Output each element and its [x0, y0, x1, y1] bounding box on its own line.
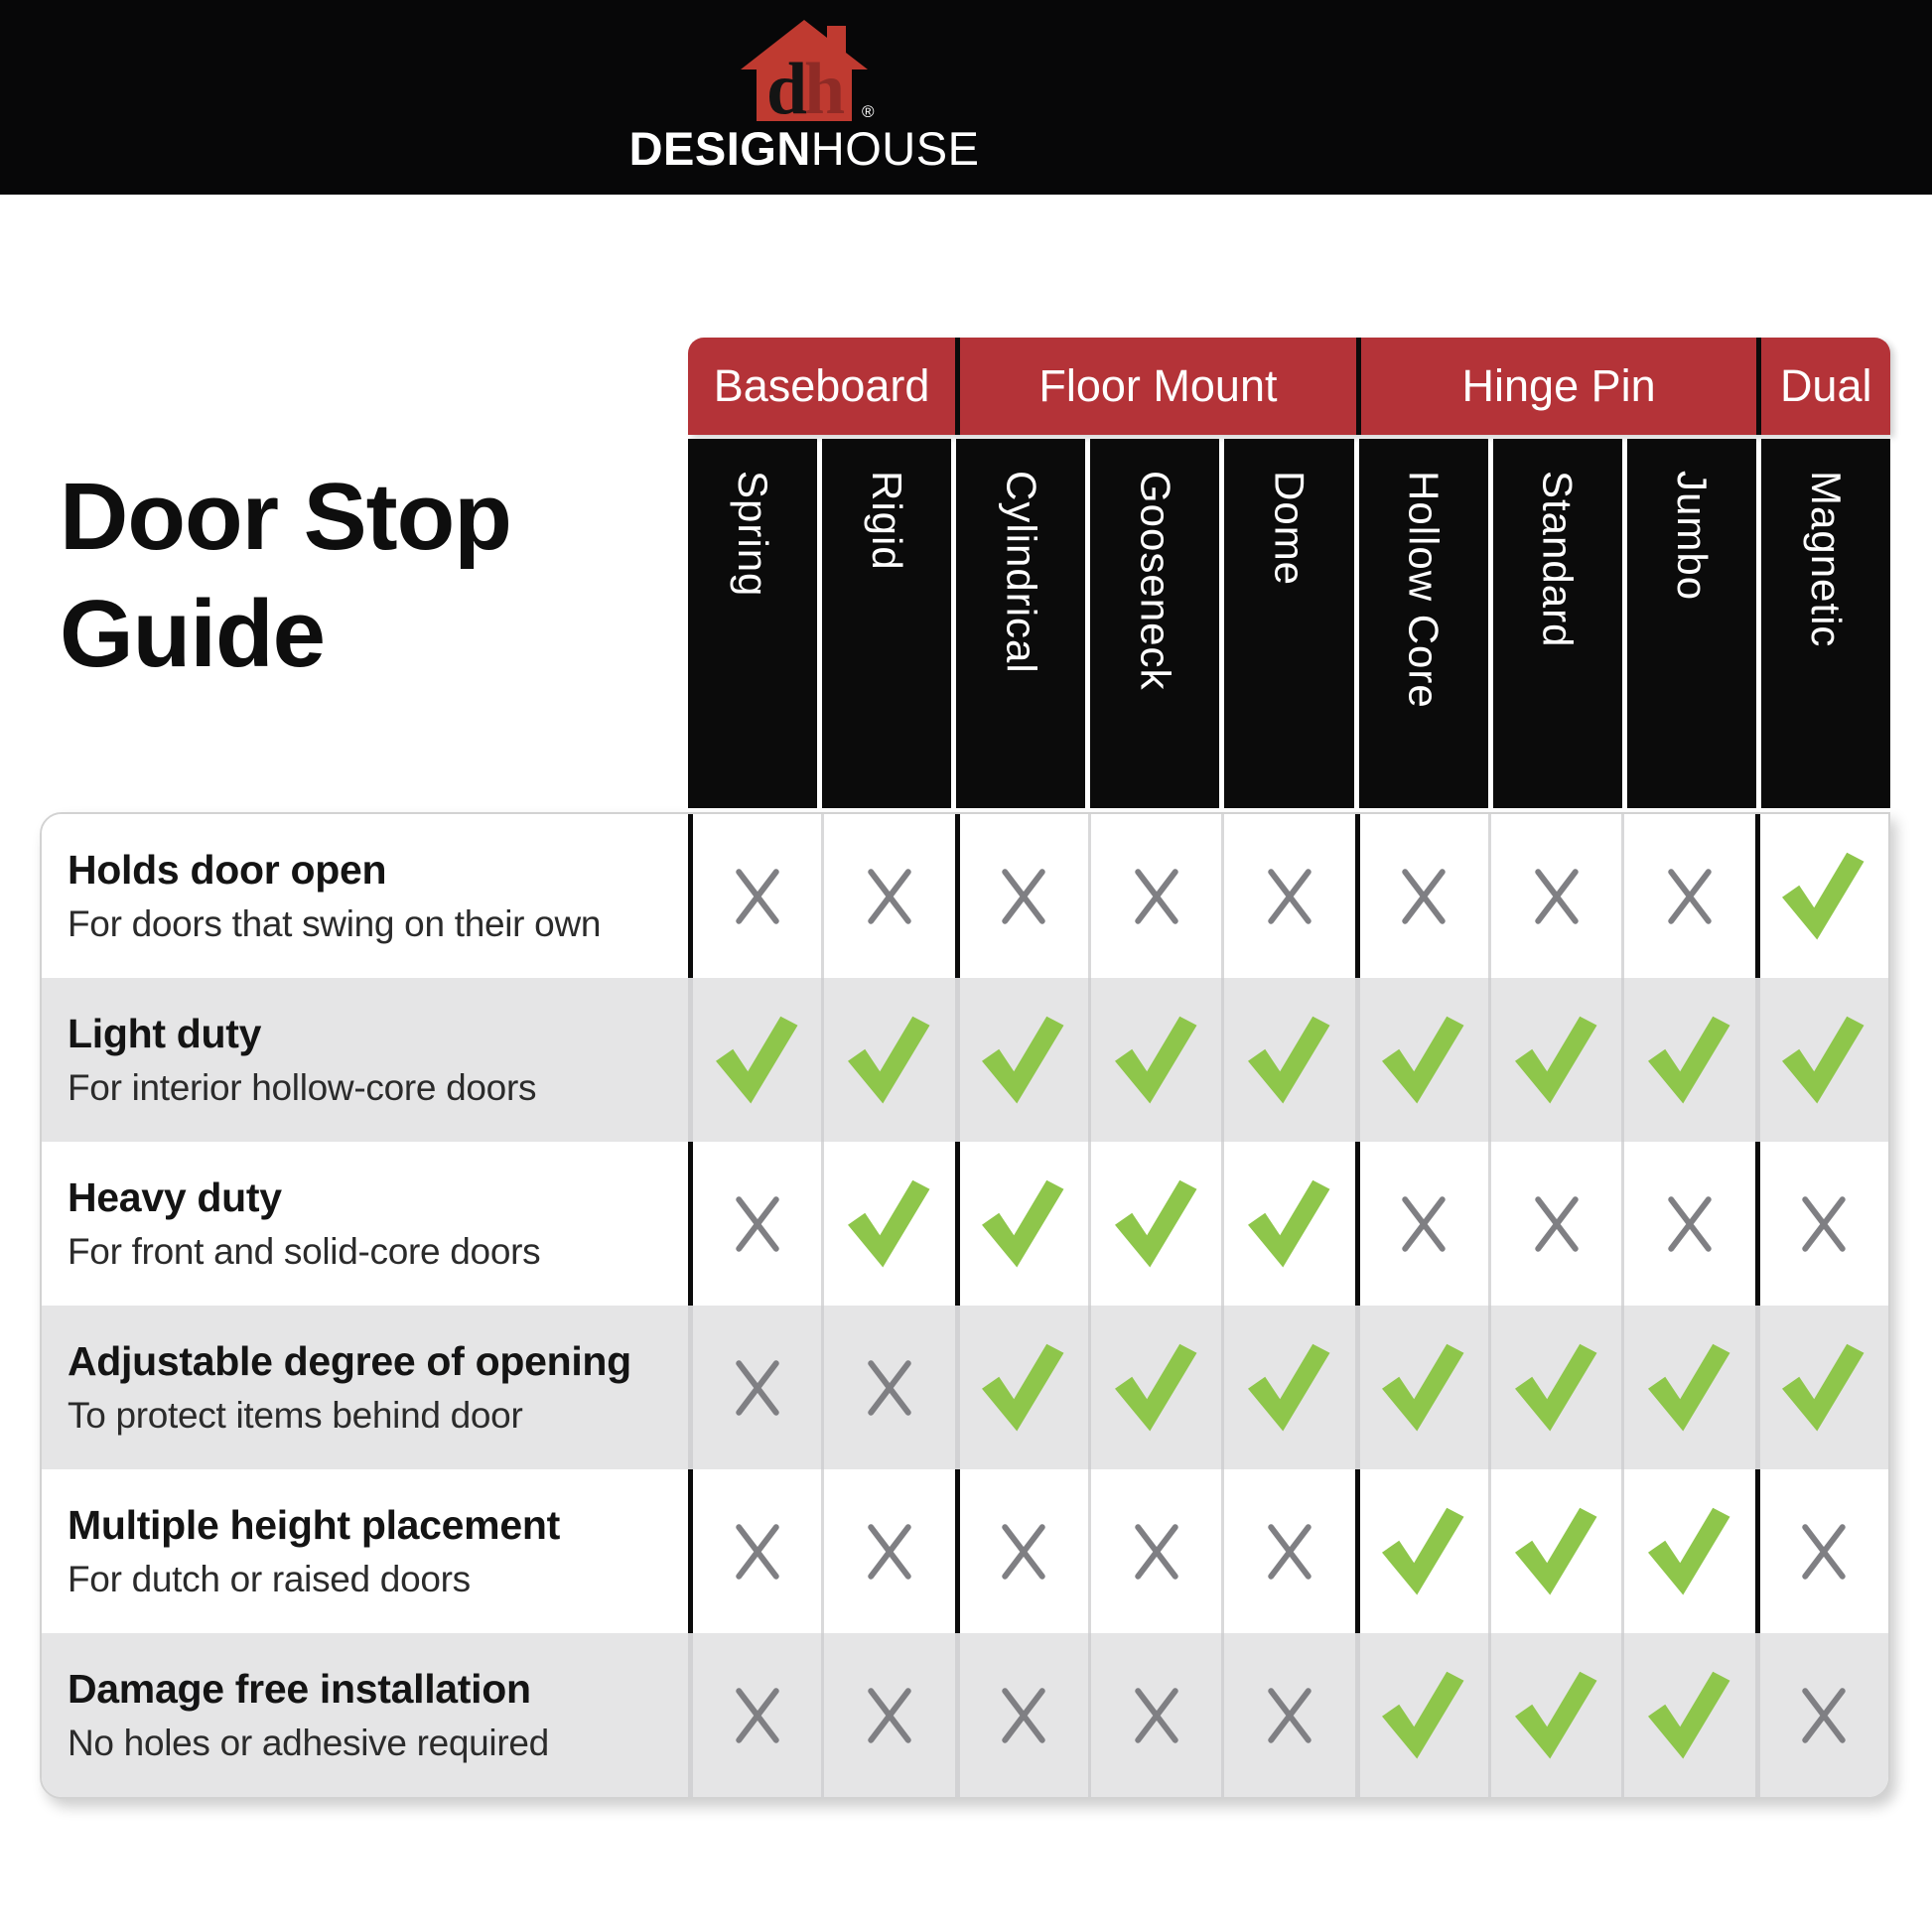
cross-mark-cell: [1755, 1633, 1888, 1797]
cross-mark-cell: [1355, 814, 1488, 978]
feature-name: Heavy duty: [68, 1174, 282, 1220]
feature-description: For dutch or raised doors: [68, 1559, 471, 1599]
column-header-jumbo: Jumbo: [1627, 439, 1756, 808]
check-icon: [716, 1015, 799, 1106]
group-header-row: [688, 338, 1890, 435]
page-title-line2: Guide: [60, 581, 326, 688]
x-icon: [1400, 868, 1448, 925]
check-icon: [1248, 1342, 1331, 1434]
x-icon: [1000, 868, 1047, 925]
check-icon: [1648, 1670, 1731, 1761]
cross-mark-cell: [688, 1469, 821, 1633]
feature-name: Holds door open: [68, 847, 387, 893]
feature-name: Light duty: [68, 1011, 262, 1056]
x-icon: [866, 868, 913, 925]
brand-wordmark-design: DESIGN: [628, 122, 811, 175]
check-mark-cell: [1621, 1469, 1754, 1633]
cross-mark-cell: [1621, 1142, 1754, 1306]
x-icon: [734, 868, 781, 925]
cross-mark-cell: [955, 1633, 1088, 1797]
column-header-spring: Spring: [688, 439, 817, 808]
cross-mark-cell: [688, 1633, 821, 1797]
check-mark-cell: [1355, 1306, 1488, 1469]
table-row: [42, 1469, 1888, 1633]
svg-text:d: d: [766, 49, 808, 123]
group-header-baseboard: Baseboard: [713, 360, 930, 411]
cross-mark-cell: [1355, 1142, 1488, 1306]
page-title: [60, 459, 511, 693]
check-icon: [1515, 1015, 1598, 1106]
cross-mark-cell: [821, 1633, 954, 1797]
check-mark-cell: [1488, 978, 1621, 1142]
cross-mark-cell: [1088, 1469, 1221, 1633]
check-icon: [1248, 1015, 1331, 1106]
cross-mark-cell: [1088, 1633, 1221, 1797]
table-row: [42, 1142, 1888, 1306]
x-icon: [1400, 1195, 1448, 1253]
check-icon: [848, 1178, 931, 1270]
check-mark-cell: [1355, 978, 1488, 1142]
check-mark-cell: [821, 1142, 954, 1306]
check-icon: [982, 1015, 1065, 1106]
check-icon: [1115, 1015, 1198, 1106]
feature-name: Multiple height placement: [68, 1502, 560, 1548]
column-header-dome: Dome: [1224, 439, 1353, 808]
x-icon: [1800, 1195, 1848, 1253]
brand-wordmark-house: HOUSE: [810, 122, 980, 175]
check-icon: [1648, 1506, 1731, 1597]
registered-mark: ®: [862, 102, 875, 121]
row-label: [42, 1633, 688, 1797]
check-mark-cell: [688, 978, 821, 1142]
comparison-table-body: [40, 812, 1890, 1799]
x-icon: [866, 1523, 913, 1581]
check-mark-cell: [1755, 814, 1888, 978]
check-icon: [1248, 1178, 1331, 1270]
check-mark-cell: [1221, 1306, 1354, 1469]
check-icon: [1515, 1342, 1598, 1434]
check-icon: [982, 1178, 1065, 1270]
feature-description: For doors that swing on their own: [68, 903, 602, 944]
check-mark-cell: [1355, 1633, 1488, 1797]
cross-mark-cell: [1221, 814, 1354, 978]
x-icon: [1266, 868, 1313, 925]
column-header-standard: Standard: [1493, 439, 1622, 808]
check-mark-cell: [1221, 1142, 1354, 1306]
row-label: [42, 1142, 688, 1306]
brand-header: [0, 0, 1932, 195]
check-mark-cell: [1088, 1306, 1221, 1469]
check-mark-cell: [955, 1142, 1088, 1306]
cross-mark-cell: [688, 1306, 821, 1469]
check-mark-cell: [1621, 1633, 1754, 1797]
check-mark-cell: [1488, 1633, 1621, 1797]
check-mark-cell: [955, 978, 1088, 1142]
table-row: [42, 978, 1888, 1142]
x-icon: [1133, 1687, 1180, 1744]
x-icon: [1266, 1523, 1313, 1581]
check-icon: [1115, 1178, 1198, 1270]
check-icon: [1382, 1015, 1465, 1106]
x-icon: [734, 1523, 781, 1581]
brand-wordmark: [606, 122, 1003, 175]
cross-mark-cell: [821, 1306, 954, 1469]
x-icon: [734, 1195, 781, 1253]
x-icon: [1533, 1195, 1581, 1253]
cross-mark-cell: [1755, 1142, 1888, 1306]
x-icon: [1000, 1523, 1047, 1581]
row-label: [42, 814, 688, 978]
cross-mark-cell: [1755, 1469, 1888, 1633]
check-mark-cell: [1355, 1469, 1488, 1633]
cross-mark-cell: [688, 1142, 821, 1306]
row-label: [42, 978, 688, 1142]
table-row: [42, 1633, 1888, 1797]
x-icon: [734, 1359, 781, 1417]
check-icon: [1515, 1506, 1598, 1597]
x-icon: [866, 1687, 913, 1744]
cross-mark-cell: [1621, 814, 1754, 978]
x-icon: [734, 1687, 781, 1744]
feature-name: Damage free installation: [68, 1666, 531, 1712]
page-title-line1: Door Stop: [60, 464, 511, 570]
feature-name: Adjustable degree of opening: [68, 1338, 631, 1384]
cross-mark-cell: [1488, 814, 1621, 978]
check-mark-cell: [955, 1306, 1088, 1469]
feature-description: For front and solid-core doors: [68, 1231, 541, 1272]
group-header-dual: Dual: [1756, 338, 1890, 435]
cross-mark-cell: [821, 814, 954, 978]
feature-description: For interior hollow-core doors: [68, 1067, 537, 1108]
x-icon: [1666, 868, 1714, 925]
check-icon: [1648, 1342, 1731, 1434]
check-mark-cell: [1755, 978, 1888, 1142]
check-mark-cell: [821, 978, 954, 1142]
column-header-hollow-core: Hollow Core: [1359, 439, 1488, 808]
svg-text:h: h: [804, 49, 846, 123]
cross-mark-cell: [1088, 814, 1221, 978]
check-icon: [1382, 1506, 1465, 1597]
feature-description: To protect items behind door: [68, 1395, 523, 1436]
column-header-row: [688, 439, 1890, 808]
column-header-rigid: Rigid: [822, 439, 951, 808]
x-icon: [1533, 868, 1581, 925]
x-icon: [1000, 1687, 1047, 1744]
check-icon: [1115, 1342, 1198, 1434]
x-icon: [1133, 1523, 1180, 1581]
column-header-cylindrical: Cylindrical: [956, 439, 1085, 808]
check-icon: [982, 1342, 1065, 1434]
check-icon: [848, 1015, 931, 1106]
column-header-magnetic: Magnetic: [1761, 439, 1890, 808]
check-icon: [1782, 851, 1865, 942]
cross-mark-cell: [1221, 1633, 1354, 1797]
cross-mark-cell: [955, 814, 1088, 978]
check-mark-cell: [1621, 1306, 1754, 1469]
row-label: [42, 1469, 688, 1633]
cross-mark-cell: [1488, 1142, 1621, 1306]
feature-description: No holes or adhesive required: [68, 1723, 549, 1763]
x-icon: [1133, 868, 1180, 925]
group-header-hinge-pin: Hinge Pin: [1356, 338, 1757, 435]
check-icon: [1382, 1670, 1465, 1761]
check-icon: [1648, 1015, 1731, 1106]
check-icon: [1382, 1342, 1465, 1434]
check-mark-cell: [1621, 978, 1754, 1142]
x-icon: [1800, 1523, 1848, 1581]
designhouse-logo: [606, 18, 1003, 177]
cross-mark-cell: [688, 814, 821, 978]
table-row: [42, 1306, 1888, 1469]
check-icon: [1515, 1670, 1598, 1761]
x-icon: [1266, 1687, 1313, 1744]
check-mark-cell: [1755, 1306, 1888, 1469]
group-header-floor-mount: Floor Mount: [955, 338, 1356, 435]
cross-mark-cell: [821, 1469, 954, 1633]
check-mark-cell: [1221, 978, 1354, 1142]
house-icon: [731, 18, 878, 123]
x-icon: [1666, 1195, 1714, 1253]
cross-mark-cell: [1221, 1469, 1354, 1633]
check-mark-cell: [1088, 1142, 1221, 1306]
x-icon: [866, 1359, 913, 1417]
check-icon: [1782, 1015, 1865, 1106]
check-icon: [1782, 1342, 1865, 1434]
check-mark-cell: [1488, 1469, 1621, 1633]
row-label: [42, 1306, 688, 1469]
table-row: [42, 814, 1888, 978]
x-icon: [1800, 1687, 1848, 1744]
check-mark-cell: [1088, 978, 1221, 1142]
column-header-gooseneck: Gooseneck: [1090, 439, 1219, 808]
cross-mark-cell: [955, 1469, 1088, 1633]
check-mark-cell: [1488, 1306, 1621, 1469]
